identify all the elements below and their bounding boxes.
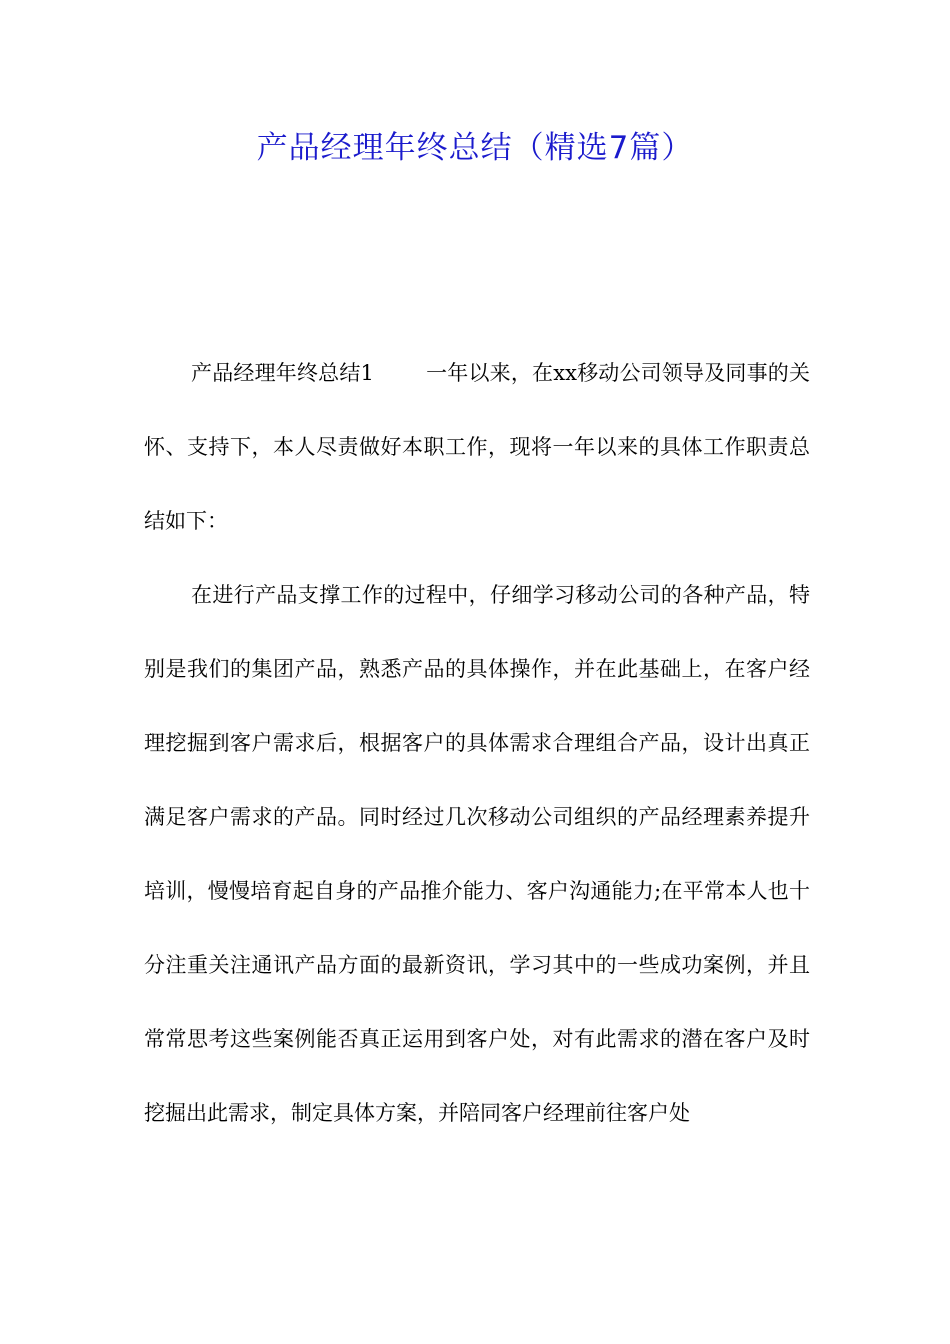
section-heading: 产品经理年终总结1 (191, 361, 374, 385)
paragraph-section-1 (144, 336, 810, 558)
document-title: 产品经理年终总结（精选7篇） (256, 130, 694, 166)
document-body (144, 336, 810, 1150)
section-intro-text: 一年以来，在xx移动公司领导及同事的关怀、支持下，本人尽责做好本职工作，现将一年以来的具体工作职责总结如下： (144, 361, 810, 533)
paragraph-body-1: 在进行产品支撑工作的过程中，仔细学习移动公司的各种产品，特别是我们的集团产品，熟悉产品的具体操作，并在此基础上，在客户经理挖掘到客户需求后，根据客户的具体需求合理组合产品，设计出真正满足客户需求的产品。同时经过几次移动公司组织的产品经理素养提升培训，慢慢培育起自身的产品推介能力、客户沟通能力;在平常本人也十分注重关注通讯产品方面的最新资讯，学习其中的一些成功案例，并且常常思考这些案例能否真正运用到客户处，对有此需求的潜在客户及时挖掘出此需求，制定具体方案，并陪同客户经理前往客户处 (144, 583, 810, 1125)
